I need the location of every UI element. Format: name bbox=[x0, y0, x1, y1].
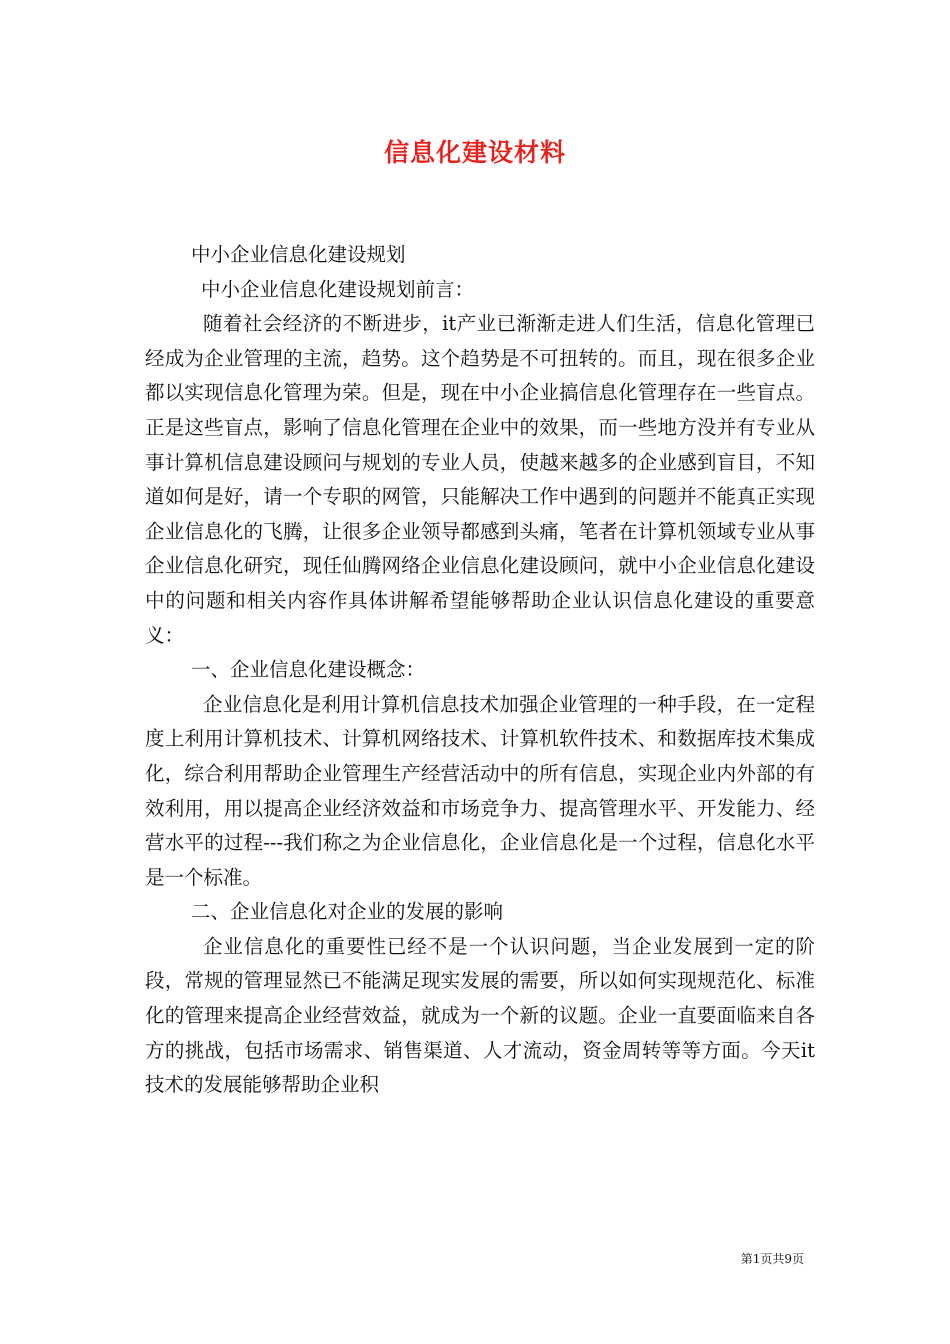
document-body bbox=[145, 238, 815, 1103]
preface-paragraph: 随着社会经济的不断进步，it产业已渐渐走进人们生活，信息化管理已经成为企业管理的主流，趋势。这个趋势是不可扭转的。而且，现在很多企业都以实现信息化管理为荣。但是，现在中小企业搞信息化管理存在一些盲点。正是这些盲点，影响了信息化管理在企业中的效果，而一些地方没并有专业从事计算机信息建设顾问与规划的专业人员，使越来越多的企业感到盲目，不知道如何是好，请一个专职的网管，只能解决工作中遇到的问题并不能真正实现企业信息化的飞腾，让很多企业领导都感到头痛，笔者在计算机领域专业从事企业信息化研究，现任仙腾网络企业信息化建设顾问，就中小企业信息化建设中的问题和相关内容作具体讲解希望能够帮助企业认识信息化建设的重要意义： bbox=[145, 312, 815, 647]
document-title: 信息化建设材料 bbox=[383, 138, 566, 167]
section-two-heading: 二、企业信息化对企业的发展的影响 bbox=[191, 900, 504, 924]
section-one-heading: 一、企业信息化建设概念： bbox=[191, 658, 426, 682]
section-two-paragraph: 企业信息化的重要性已经不是一个认识问题，当企业发展到一定的阶段，常规的管理显然已不能满足现实发展的需要，所以如何实现规范化、标准化的管理来提高企业经营效益，就成为一个新的议题。企业一直要面临来自各方的挑战，包括市场需求、销售渠道、人才流动，资金周转等等方面。今天it技术的发展能够帮助企业积 bbox=[145, 934, 815, 1097]
section-one-paragraph: 企业信息化是利用计算机信息技术加强企业管理的一种手段，在一定程度上利用计算机技术、计算机网络技术、计算机软件技术、和数据库技术集成化，综合利用帮助企业管理生产经营活动中的所有信息，实现企业内外部的有效利用，用以提高企业经济效益和市场竞争力、提高管理水平、开发能力、经营水平的过程---我们称之为企业信息化，企业信息化是一个过程，信息化水平是一个标准。 bbox=[145, 692, 815, 889]
plan-heading: 中小企业信息化建设规划 bbox=[191, 243, 406, 266]
preface-heading: 中小企业信息化建设规划前言： bbox=[201, 277, 475, 301]
page-number: 第1页共9页 bbox=[740, 1252, 804, 1266]
